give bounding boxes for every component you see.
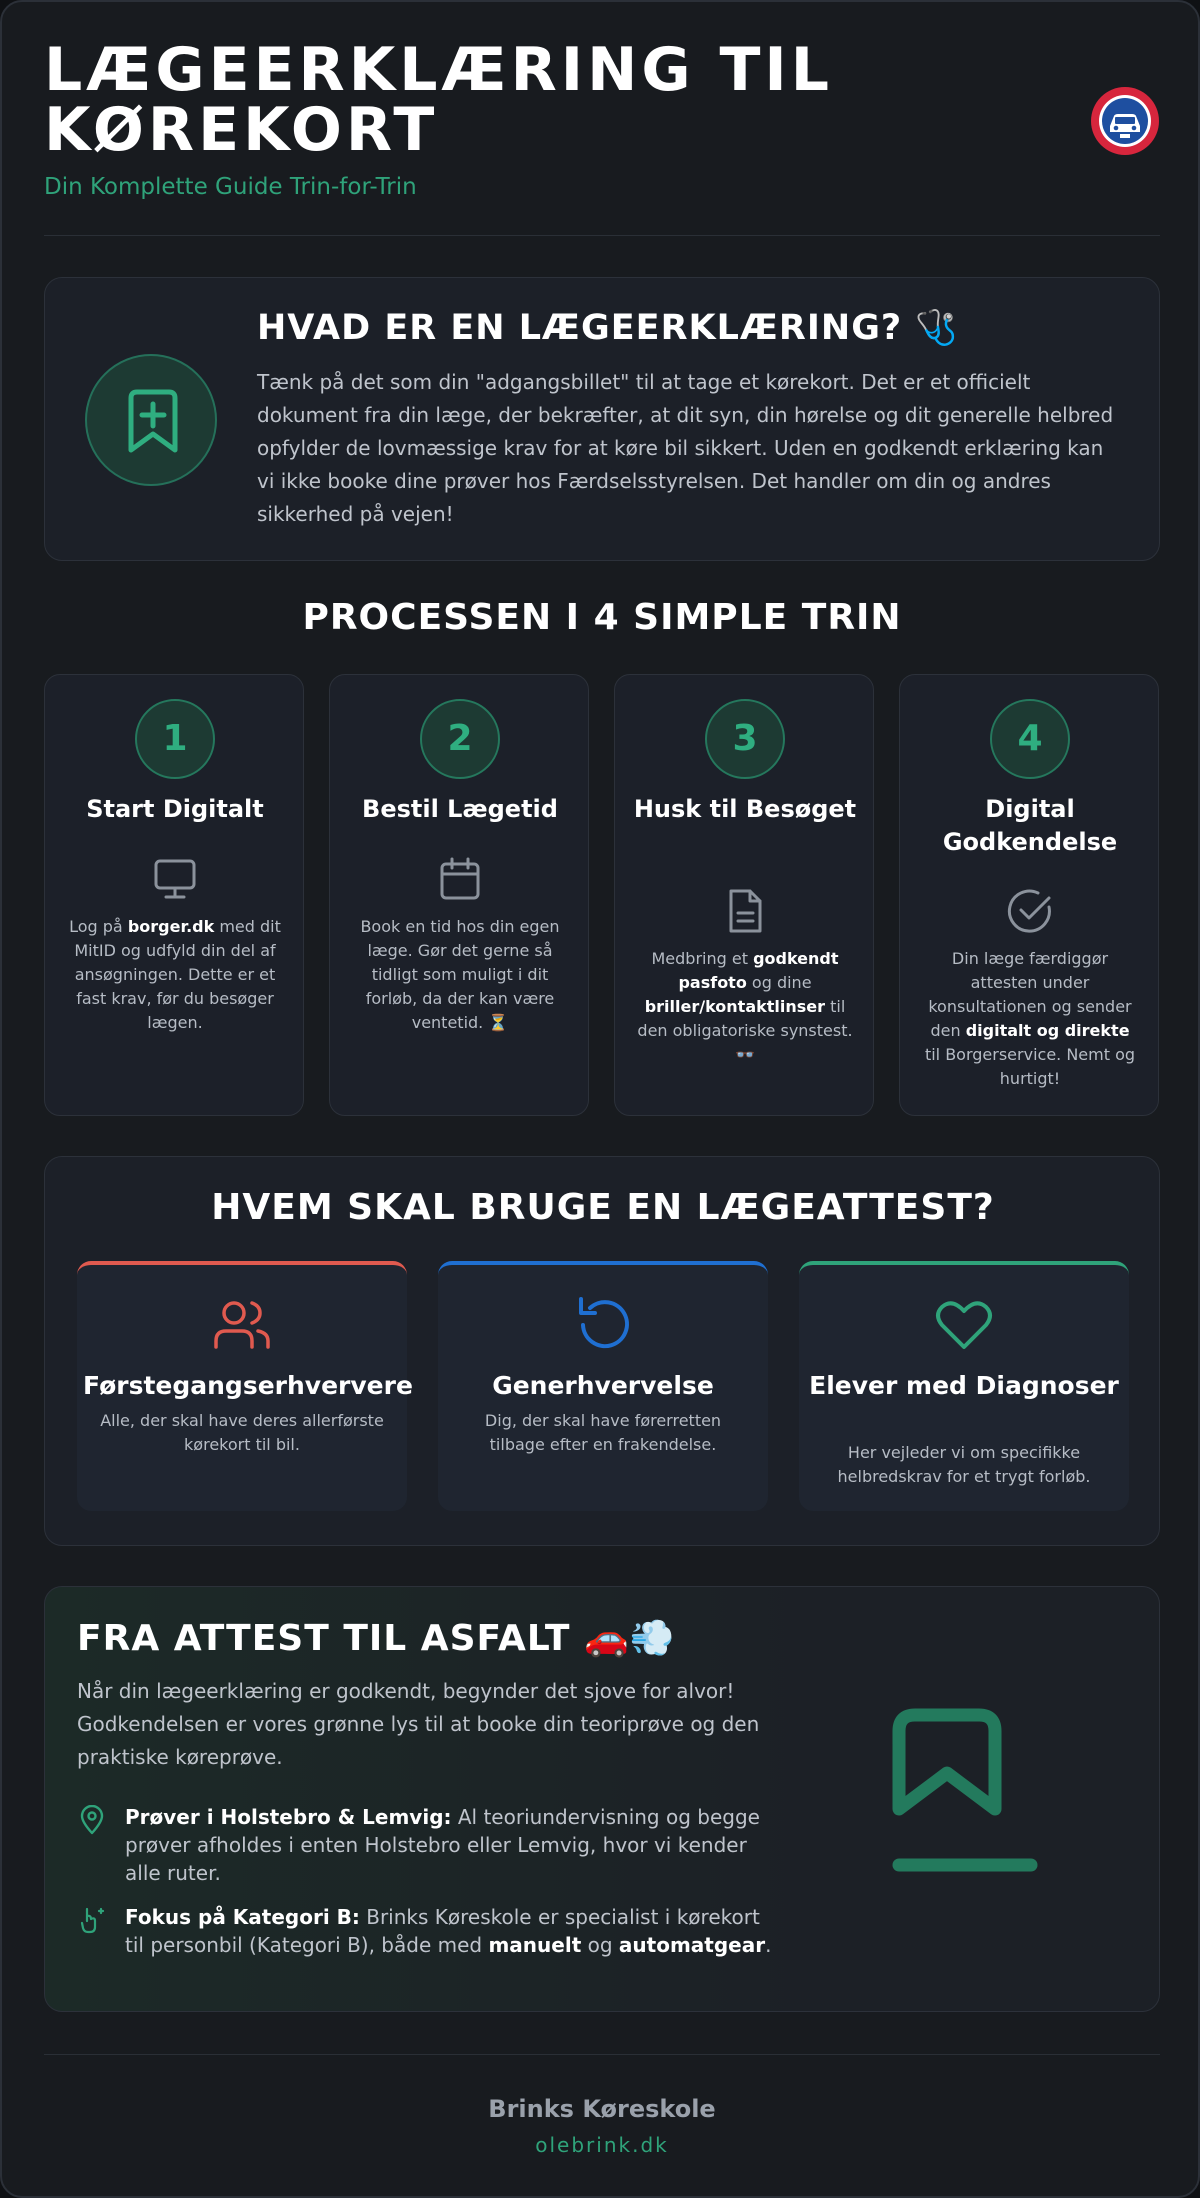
rotate-ccw-icon (571, 1293, 635, 1357)
step-number: 4 (990, 699, 1070, 779)
car-dash-icon: 🚗💨 (583, 1618, 676, 1659)
map-pin-icon (77, 1805, 107, 1835)
intro-body: Tænk på det som din "adgangsbillet" til at tage et kørekort. Det er et officielt dokument fra din læge, der bekræfter, at dit syn, din hørelse og dit generelle helbred opfylder de lovmæssige krav for at køre bil sikkert. Uden en godkendt erklæring kan vi ikke booke dine prøver hos Færdselsstyrelsen. Det handler om din og andres sikkerhed på vejen! (257, 370, 1114, 526)
check-circle-icon (1006, 887, 1054, 935)
page-footer (44, 2054, 1160, 2157)
who-card-section (44, 1156, 1160, 1546)
document-icon (721, 887, 769, 935)
process-title: PROCESSEN I 4 SIMPLE TRIN (302, 597, 902, 638)
step-title: Bestil Lægetid (362, 795, 558, 823)
heart-icon (932, 1293, 996, 1357)
asfalt-heading: FRA ATTEST TIL ASFALT 🚗💨 (77, 1618, 676, 1659)
step-body: Din læge færdiggør attesten under konsultationen og sender den digitalt og direkte til Borgerservice. Nemt og hurtigt! (924, 949, 1136, 1088)
who-title: HVEM SKAL BRUGE EN LÆGEATTEST? (211, 1187, 995, 1228)
who-card-title: Generhvervelse (492, 1371, 714, 1400)
who-card-diagnoses (799, 1261, 1129, 1511)
step-card-4 (899, 674, 1159, 1116)
who-card-title: Førstegangserhververe (83, 1371, 413, 1400)
who-card-body: Dig, der skal have førerretten tilbage efter en frakendelse. (484, 1411, 722, 1454)
monitor-icon (151, 855, 199, 903)
bullet-text: Fokus på Kategori B: Brinks Køreskole er specialist i kørekort til personbil (Kategori B), både med manuelt og automatgear. (125, 1905, 772, 1957)
bullet-text: Prøver i Holstebro & Lemvig: Al teoriundervisning og begge prøver afholdes i enten Holstebro eller Lemvig, hvor vi kender alle ruter. (125, 1805, 760, 1885)
step-number: 1 (135, 699, 215, 779)
footer-site-link[interactable]: olebrink.dk (535, 2133, 669, 2157)
medical-bookmark-icon (123, 388, 183, 456)
step-number: 3 (705, 699, 785, 779)
step-title: Digital Godkendelse (942, 795, 1118, 856)
asfalt-lead: Når din lægeerklæring er godkendt, begynder det sjove for alvor! Godkendelsen er vores grønne lys til at booke din teoriprøve og den praktiske køreprøve. (77, 1679, 760, 1769)
bullet-category-b (77, 1903, 777, 1993)
asfalt-card (44, 1586, 1160, 2012)
who-card-title: Elever med Diagnoser (809, 1371, 1119, 1400)
users-icon (210, 1293, 274, 1357)
intro-heading: HVAD ER EN LÆGEERKLÆRING? 🩺 (257, 308, 959, 348)
step-body: Log på borger.dk med dit MitID og udfyld din del af ansøgningen. Dette er et fast krav, før du besøger lægen. (69, 917, 281, 1032)
page-subtitle: Din Komplette Guide Trin-for-Trin (44, 174, 417, 200)
stethoscope-icon: 🩺 (915, 308, 959, 348)
intro-card (44, 277, 1160, 561)
intro-badge (85, 354, 217, 486)
step-number: 2 (420, 699, 500, 779)
union-logo-icon (1090, 86, 1160, 156)
page-title: LÆGEERKLÆRING TIL KØREKORT (44, 35, 833, 165)
step-title: Husk til Besøget (633, 795, 857, 823)
page-header (44, 35, 1160, 236)
bullet-locations (77, 1803, 777, 1893)
step-body: Medbring et godkendt pasfoto og dine briller/kontaktlinser til den obligatoriske synstest. 👓 (637, 949, 853, 1064)
who-card-reacquire (438, 1261, 768, 1511)
step-card-2 (329, 674, 589, 1116)
who-card-body: Her vejleder vi om specifikke helbredskrav for et trygt forløb. (837, 1443, 1091, 1486)
footer-brand: Brinks Køreskole (488, 2095, 716, 2123)
step-card-1 (44, 674, 304, 1116)
calendar-icon (436, 855, 484, 903)
who-card-body: Alle, der skal have deres allerførste kørekort til bil. (100, 1411, 384, 1454)
step-title: Start Digitalt (86, 795, 264, 823)
step-card-3 (614, 674, 874, 1116)
road-bookmark-icon (885, 1707, 1045, 1887)
step-body: Book en tid hos din egen læge. Gør det gerne så tidligt som muligt i dit forløb, da der kan være ventetid. ⏳ (360, 917, 560, 1032)
who-card-first-time (77, 1261, 413, 1511)
hand-pointer-icon (77, 1905, 107, 1935)
